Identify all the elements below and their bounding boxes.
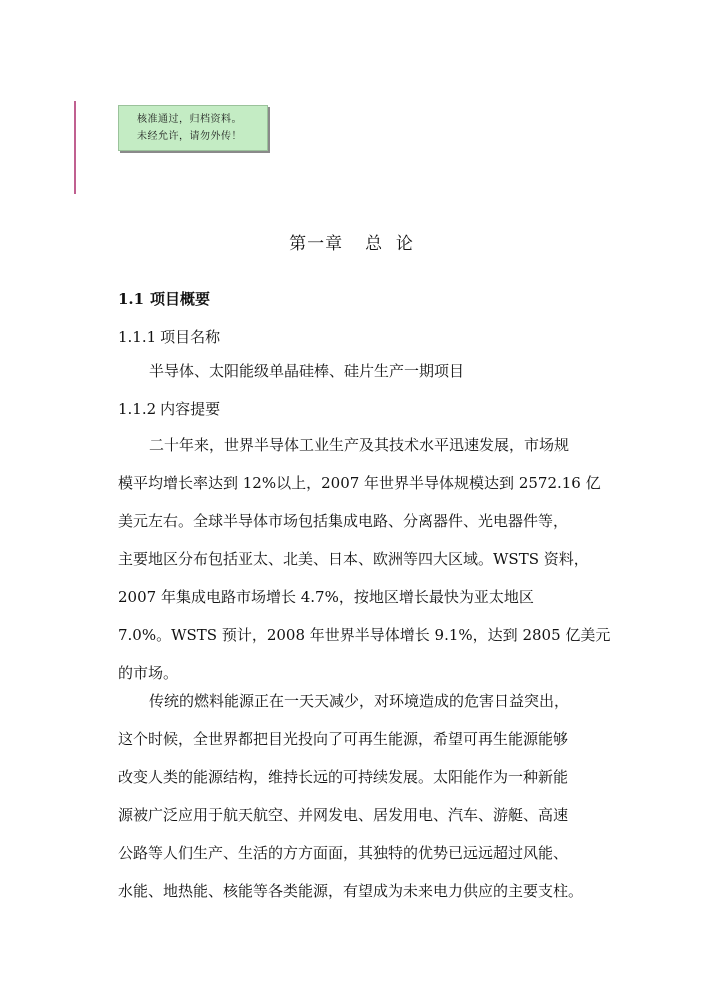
section-heading-1-1	[118, 288, 210, 309]
paragraph-line: 公路等人们生产、生活的方方面面，其独特的优势已远远超过风能、	[118, 844, 569, 862]
paragraph-solar-energy	[118, 691, 630, 919]
stamp-line-1: 核准通过，归档资料。	[137, 114, 242, 125]
stamp-line-2: 未经允许，请勿外传！	[137, 131, 242, 142]
section-number: 1.1.2	[118, 400, 157, 418]
paragraph-line: 水能、地热能、核能等各类能源，有望成为未来电力供应的主要支柱。	[118, 882, 584, 900]
chapter-title	[0, 229, 703, 254]
paragraph-line: 美元左右。全球半导体市场包括集成电路、分离器件、光电器件等，	[118, 512, 569, 530]
paragraph-line: 源被广泛应用于航天航空、并网发电、居发用电、汽车、游艇、高速	[118, 806, 569, 824]
paragraph-line: 7.0%。WSTS 预计，2008 年世界半导体增长 9.1%，达到 2805 亿美元	[118, 626, 611, 644]
paragraph-line: 主要地区分布包括亚太、北美、日本、欧洲等四大区域。WSTS 资料，	[118, 550, 589, 568]
section-title: 项目概要	[150, 290, 211, 308]
section-heading-1-1-2	[118, 398, 220, 419]
paragraph-line: 传统的燃料能源正在一天天减少，对环境造成的危害日益突出，	[149, 692, 570, 710]
paragraph-line: 改变人类的能源结构，维持长远的可持续发展。太阳能作为一种新能	[118, 768, 569, 786]
paragraph-semiconductor-market	[118, 435, 630, 701]
section-number: 1.1	[118, 290, 145, 308]
archive-stamp	[118, 105, 268, 151]
paragraph-line: 模平均增长率达到 12%以上，2007 年世界半导体规模达到 2572.16 亿	[118, 474, 601, 492]
paragraph-line: 二十年来，世界半导体工业生产及其技术水平迅速发展，市场规	[149, 436, 570, 454]
section-number: 1.1.1	[118, 328, 157, 346]
paragraph-line: 的市场。	[118, 664, 179, 682]
section-title: 项目名称	[160, 328, 221, 346]
paragraph-line: 这个时候，全世界都把目光投向了可再生能源，希望可再生能源能够	[118, 730, 569, 748]
section-heading-1-1-1	[118, 326, 220, 347]
chapter-name: 总 论	[365, 234, 414, 254]
paragraph-line: 2007 年集成电路市场增长 4.7%，按地区增长最快为亚太地区	[118, 588, 534, 606]
margin-marker-line	[74, 101, 76, 194]
section-title: 内容提要	[160, 400, 221, 418]
chapter-number: 第一章	[289, 234, 344, 254]
project-name-text: 半导体、太阳能级单晶硅棒、硅片生产一期项目	[149, 362, 465, 380]
